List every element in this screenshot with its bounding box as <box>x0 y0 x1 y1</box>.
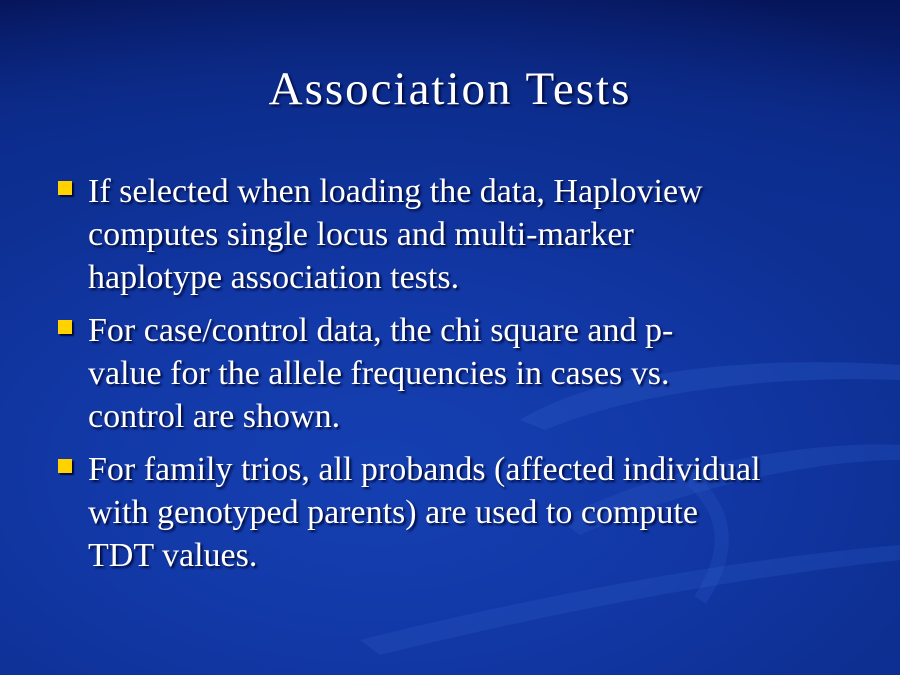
bullet-item <box>56 170 856 299</box>
bullet-line: computes single locus and multi-marker <box>88 216 634 253</box>
yellow-square-bullet-icon <box>58 320 72 334</box>
bullet-line: value for the allele frequencies in cases vs. <box>88 355 670 392</box>
slide-title: Association Tests <box>268 63 632 115</box>
yellow-square-bullet-icon <box>58 181 72 195</box>
bullet-line: For case/control data, the chi square and p- <box>88 312 674 349</box>
bullet-line: control are shown. <box>88 398 341 435</box>
bullet-line: with genotyped parents) are used to compute <box>88 494 698 531</box>
bullet-line: For family trios, all probands (affected individual <box>88 451 761 488</box>
yellow-square-bullet-icon <box>58 459 72 473</box>
bullet-item <box>56 309 856 438</box>
bullet-line: haplotype association tests. <box>88 259 460 296</box>
bullet-item <box>56 448 856 577</box>
bullet-line: TDT values. <box>88 537 258 574</box>
bullet-line: If selected when loading the data, Haploview <box>88 173 703 210</box>
bullet-list <box>56 170 856 587</box>
